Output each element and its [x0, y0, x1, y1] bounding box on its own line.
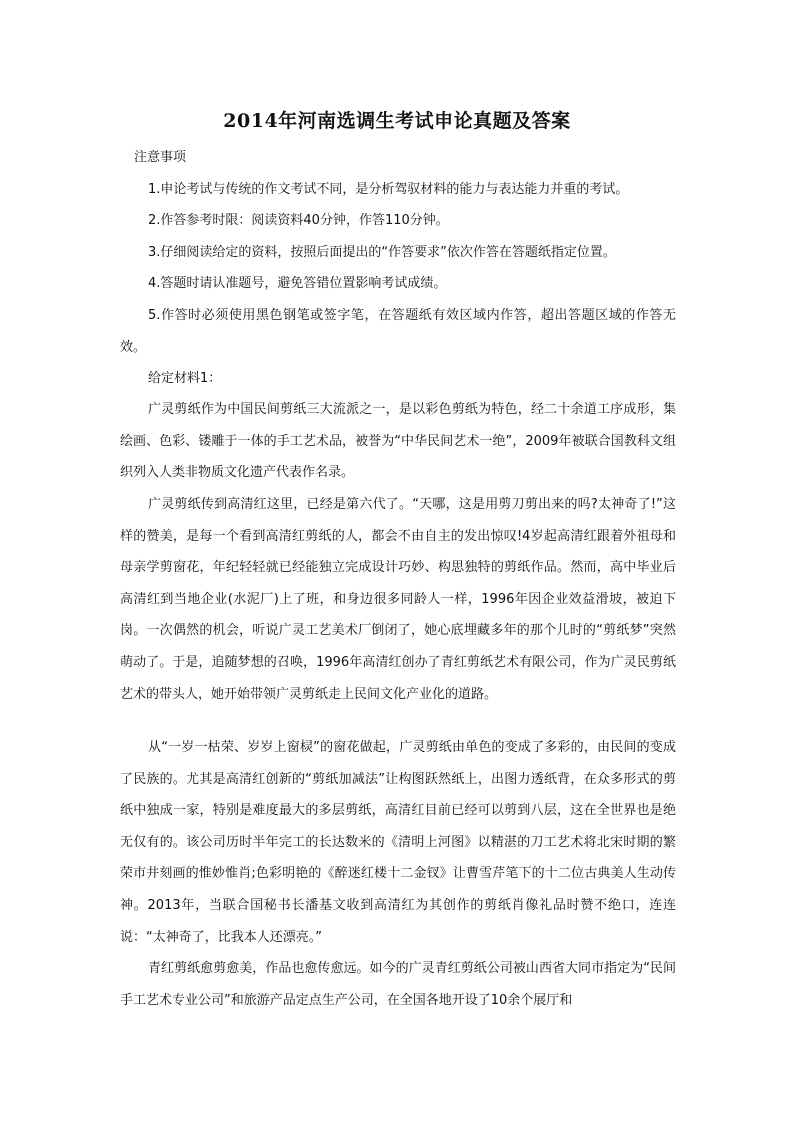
material-heading: 给定材料1：: [148, 371, 222, 386]
material-paragraph-4: 青红剪纸愈剪愈美，作品也愈传愈远。如今的广灵青红剪纸公司被山西省大同市指定为“民间手工艺术专业公司”和旅游产品定点生产公司，在全国各地开设了10余个展厅和: [120, 961, 676, 1008]
note-item-3: 3.仔细阅读给定的资料，按照后面提出的“作答要求”依次作答在答题纸指定位置。: [148, 245, 616, 260]
material-paragraph-1: 广灵剪纸作为中国民间剪纸三大流派之一，是以彩色剪纸为特色，经二十余道工序成形，集绘画、色彩、镂雕于一体的手工艺术品，被誉为“中华民间艺术一绝”，2009年被联合国教科文组织列入人类非物质文化遗产代表作名录。: [120, 402, 676, 481]
note-item-4: 4.答题时请认准题号，避免答错位置影响考试成绩。: [148, 276, 447, 291]
document-title: 2014年河南选调生考试申论真题及答案: [223, 110, 571, 132]
material-paragraph-3: 从“一岁一枯荣、岁岁上窗棂”的窗花做起，广灵剪纸由单色的变成了多彩的，由民间的变成了民族的。尤其是高清红创新的“剪纸加减法”让构图跃然纸上，出图力透纸背，在众多形式的剪纸中独成一家，特别是难度最大的多层剪纸，高清红目前已经可以剪到八层，这在全世界也是绝无仅有的。该公司历时半年完工的长达数米的《清明上河图》以精湛的刀工艺术将北宋时期的繁荣市井刻画的惟妙惟肖;色彩明艳的《醉迷红楼十二金钗》让曹雪芹笔下的十二位古典美人生动传神。2013年，当联合国秘书长潘基文收到高清红为其创作的剪纸肖像礼品时赞不绝口，连连说：“太神奇了，比我本人还漂亮。”: [120, 740, 676, 945]
note-item-2: 2.作答参考时限：阅读资料40分钟，作答110分钟。: [148, 213, 449, 228]
material-paragraph-2: 广灵剪纸传到高清红这里，已经是第六代了。“天哪，这是用剪刀剪出来的吗?太神奇了!”这样的赞美，是每一个看到高清红剪纸的人，都会不由自主的发出惊叹!4岁起高清红跟着外祖母和母亲学剪窗花，年纪轻轻就已经能独立完成设计巧妙、构思独特的剪纸作品。然而，高中毕业后高清红到当地企业(水泥厂)上了班，和身边很多同龄人一样，1996年因企业效益滑坡，被迫下岗。一次偶然的机会，听说广灵工艺美术厂倒闭了，她心底埋藏多年的那个儿时的“剪纸梦”突然萌动了。于是，追随梦想的召唤，1996年高清红创办了青红剪纸艺术有限公司，作为广灵民剪纸艺术的带头人，她开始带领广灵剪纸走上民间文化产业化的道路。: [120, 497, 676, 702]
note-item-5: 5.作答时必须使用黑色钢笔或签字笔，在答题纸有效区域内作答，超出答题区域的作答无效。: [120, 308, 676, 355]
note-item-1: 1.申论考试与传统的作文考试不同，是分析驾驭材料的能力与表达能力并重的考试。: [148, 182, 629, 197]
notes-heading: 注意事项: [134, 150, 187, 165]
